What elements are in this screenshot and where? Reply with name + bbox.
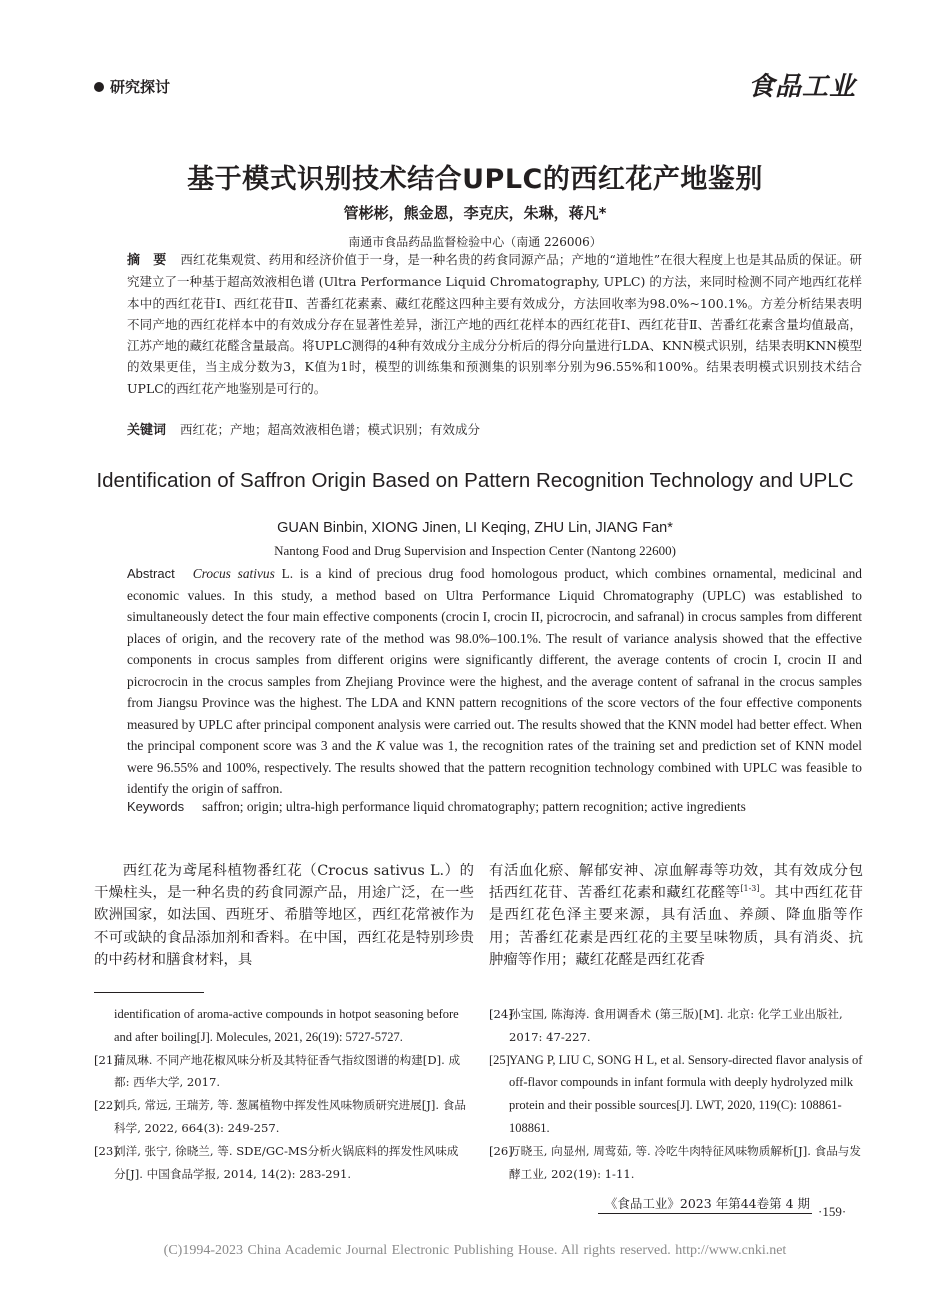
reference-item <box>489 1003 863 1049</box>
reference-number: [25] <box>489 1052 510 1067</box>
reference-text: 蒲凤琳. 不同产地花椒风味分析及其特征香气指纹图谱的构建[D]. 成都: 西华大学, 2017. <box>114 1052 461 1090</box>
body-column-right <box>489 860 863 971</box>
body-right-text-b: 。其中西红花苷是西红花色泽主要来源，具有活血、养颜、降血脂等作用；苦番红花素是西红花的主要呈味物质，具有消炎、抗肿瘤等作用；藏红花醛是西红花香 <box>489 885 863 968</box>
keywords-en <box>127 797 862 817</box>
reference-item <box>94 1094 469 1140</box>
body-column-left: 西红花为鸢尾科植物番红花（Crocus sativus L.）的干燥柱头，是一种名贵的药食同源产品，用途广泛，在一些欧洲国家，如法国、西班牙、希腊等地区，西红花常被作为不可或缺的食品添加剂和香料。在中国，西红花是特别珍贵的中药材和膳食材料，具 <box>94 863 474 968</box>
abstract-cn <box>127 249 862 399</box>
section-tag <box>94 76 170 97</box>
abstract-en <box>127 563 862 800</box>
page-number: ·159· <box>818 1204 847 1219</box>
reference-number: [23] <box>94 1143 118 1158</box>
body-right-text-a: 有活血化瘀、解郁安神、凉血解毒等功效，其有效成分包括西红花苷、苦番红花素和藏红花醛等 <box>489 863 863 902</box>
keywords-text-cn: 西红花；产地；超高效液相色谱；模式识别；有效成分 <box>180 422 481 437</box>
reference-item <box>489 1140 863 1186</box>
reference-item <box>94 1049 469 1095</box>
keywords-text-en: saffron; origin; ultra-high performance liquid chromatography; pattern recognition; active ingredients <box>202 799 746 814</box>
footer-rule <box>598 1213 812 1214</box>
keywords-label-en: Keywords <box>127 799 185 814</box>
bullet-icon <box>94 82 104 92</box>
abstract-text-en-a: L. is a kind of precious drug food homologous product, which combines ornamental, medicinal and economic values. In this study, a method based on Ultra Performance Liquid Chromatography (UPLC) was established to simultaneously detect the four main effective components (crocin I, crocin II, picrocrocin, and safranal) in crocus samples from different places of origin, and the recovery rate of the method was 98.0%–100.1%. The result of variance analysis showed that the effective components in crocus samples from different origins were significantly different, the average contents of crocin I, crocin II and picrocrocin in the crocus samples from Zhejiang Province were the highest, and the average content of safranal in the crocus samples from Jiangsu Province was the highest. The LDA and KNN pattern recognitions of the score vectors of the four effective components measured by UPLC after principal component analysis were carried out. The results showed that the KNN model had better effect. When the principal component score was 3 and the <box>127 566 862 753</box>
reference-item <box>94 1140 469 1186</box>
authors-cn: 管彬彬，熊金恩，李克庆，朱琳，蒋凡* <box>343 204 607 222</box>
reference-number: [21] <box>94 1052 118 1067</box>
copyright-notice: (C)1994-2023 China Academic Journal Electronic Publishing House. All rights reserved. http://www.cnki.net <box>163 1243 787 1258</box>
abstract-label-en: Abstract <box>127 566 175 581</box>
reference-text: 万晓玉, 向显州, 周莺茹, 等. 冷吃牛肉特征风味物质解析[J]. 食品与发酵工业, 202(19): 1-11. <box>509 1143 861 1181</box>
keywords-label-cn: 关键词 <box>127 423 167 438</box>
abstract-label-cn: 摘 要 <box>127 253 167 268</box>
references-right <box>489 1003 863 1185</box>
reference-number: [26] <box>489 1143 513 1158</box>
reference-continuation: identification of aroma-active compounds in hotpot seasoning before and after boiling[J]. Molecules, 2021, 26(19): 5727-5727. <box>114 1007 459 1044</box>
reference-number: [24] <box>489 1007 513 1021</box>
keywords-cn <box>127 419 862 441</box>
reference-item <box>489 1049 863 1140</box>
citation-link[interactable]: [1-3] <box>740 884 760 894</box>
section-label: 研究探讨 <box>110 78 171 96</box>
references-left <box>94 1003 469 1185</box>
reference-text: 刘兵, 常远, 王瑞芳, 等. 葱属植物中挥发性风味物质研究进展[J]. 食品科学, 2022, 664(3): 249-257. <box>114 1098 466 1135</box>
journal-info: 《食品工业》2023 年第44卷第 4 期 <box>604 1196 810 1211</box>
reference-text: 刘洋, 张宁, 徐晓兰, 等. SDE/GC-MS分析火锅底料的挥发性风味成分[J]. 中国食品学报, 2014, 14(2): 283-291. <box>114 1143 459 1181</box>
journal-logo: 食品工业 <box>747 72 856 102</box>
references-divider <box>94 992 204 993</box>
authors-en: GUAN Binbin, XIONG Jinen, LI Keqing, ZHU Lin, JIANG Fan* <box>277 520 673 536</box>
affiliation-en: Nantong Food and Drug Supervision and Inspection Center (Nantong 22600) <box>274 543 676 558</box>
reference-number: [22] <box>94 1098 118 1113</box>
species-name: Crocus sativus <box>192 566 275 581</box>
affiliation-cn: 南通市食品药品监督检验中心（南通 226006） <box>348 235 602 249</box>
reference-text: 孙宝国, 陈海涛. 食用调香术 (第三版)[M]. 北京: 化学工业出版社, 2017: 47-227. <box>509 1007 843 1044</box>
k-variable: K <box>376 738 386 753</box>
abstract-text-cn: 西红花集观赏、药用和经济价值于一身，是一种名贵的药食同源产品；产地的“道地性”在很大程度上也是其品质的保证。研究建立了一种基于超高效液相色谱 (Ultra Performance Liquid Chromatography, UPLC) 的方法，来同时检测不同产地西红花样本中的西红花苷Ⅰ、西红花苷Ⅱ、苦番红花素素、藏红花醛这四种主要有效成分，方法回收率为98.0%~100.1%。方差分析结果表明不同产地的西红花样本中的有效成分存在显著性差异，浙江产地的西红花样本的西红花苷I、西红花苷Ⅱ、苦番红花素含量均值最高，江苏产地的藏红花醛含量最高。将UPLC测得的4种有效成分主成分分析后的得分向量进行LDA、KNN模式识别，结果表明KNN模型的效果更佳，当主成分数为3，K值为1时，模型的训练集和预测集的识别率分别为96.55%和100%。结果表明模式识别技术结合UPLC的西红花产地鉴别是可行的。 <box>127 252 862 396</box>
paper-title-cn: 基于模式识别技术结合UPLC的西红花产地鉴别 <box>187 164 763 195</box>
reference-text: YANG P, LIU C, SONG H L, et al. Sensory-directed flavor analysis of off-flavor compounds in infant formula with deeply hydrolyzed milk protein and their possible sources[J]. LWT, 2020, 119(C): 108861-108861. <box>509 1052 863 1135</box>
abstract-text-en-b: value was 1, the recognition rates of the training set and prediction set of KNN model were 96.55% and 100%, respectively. The results showed that the pattern recognition technology combined with UPLC was feasible to identify the origin of saffron. <box>127 738 862 796</box>
paper-title-en: Identification of Saffron Origin Based on Pattern Recognition Technology and UPLC <box>96 469 854 492</box>
